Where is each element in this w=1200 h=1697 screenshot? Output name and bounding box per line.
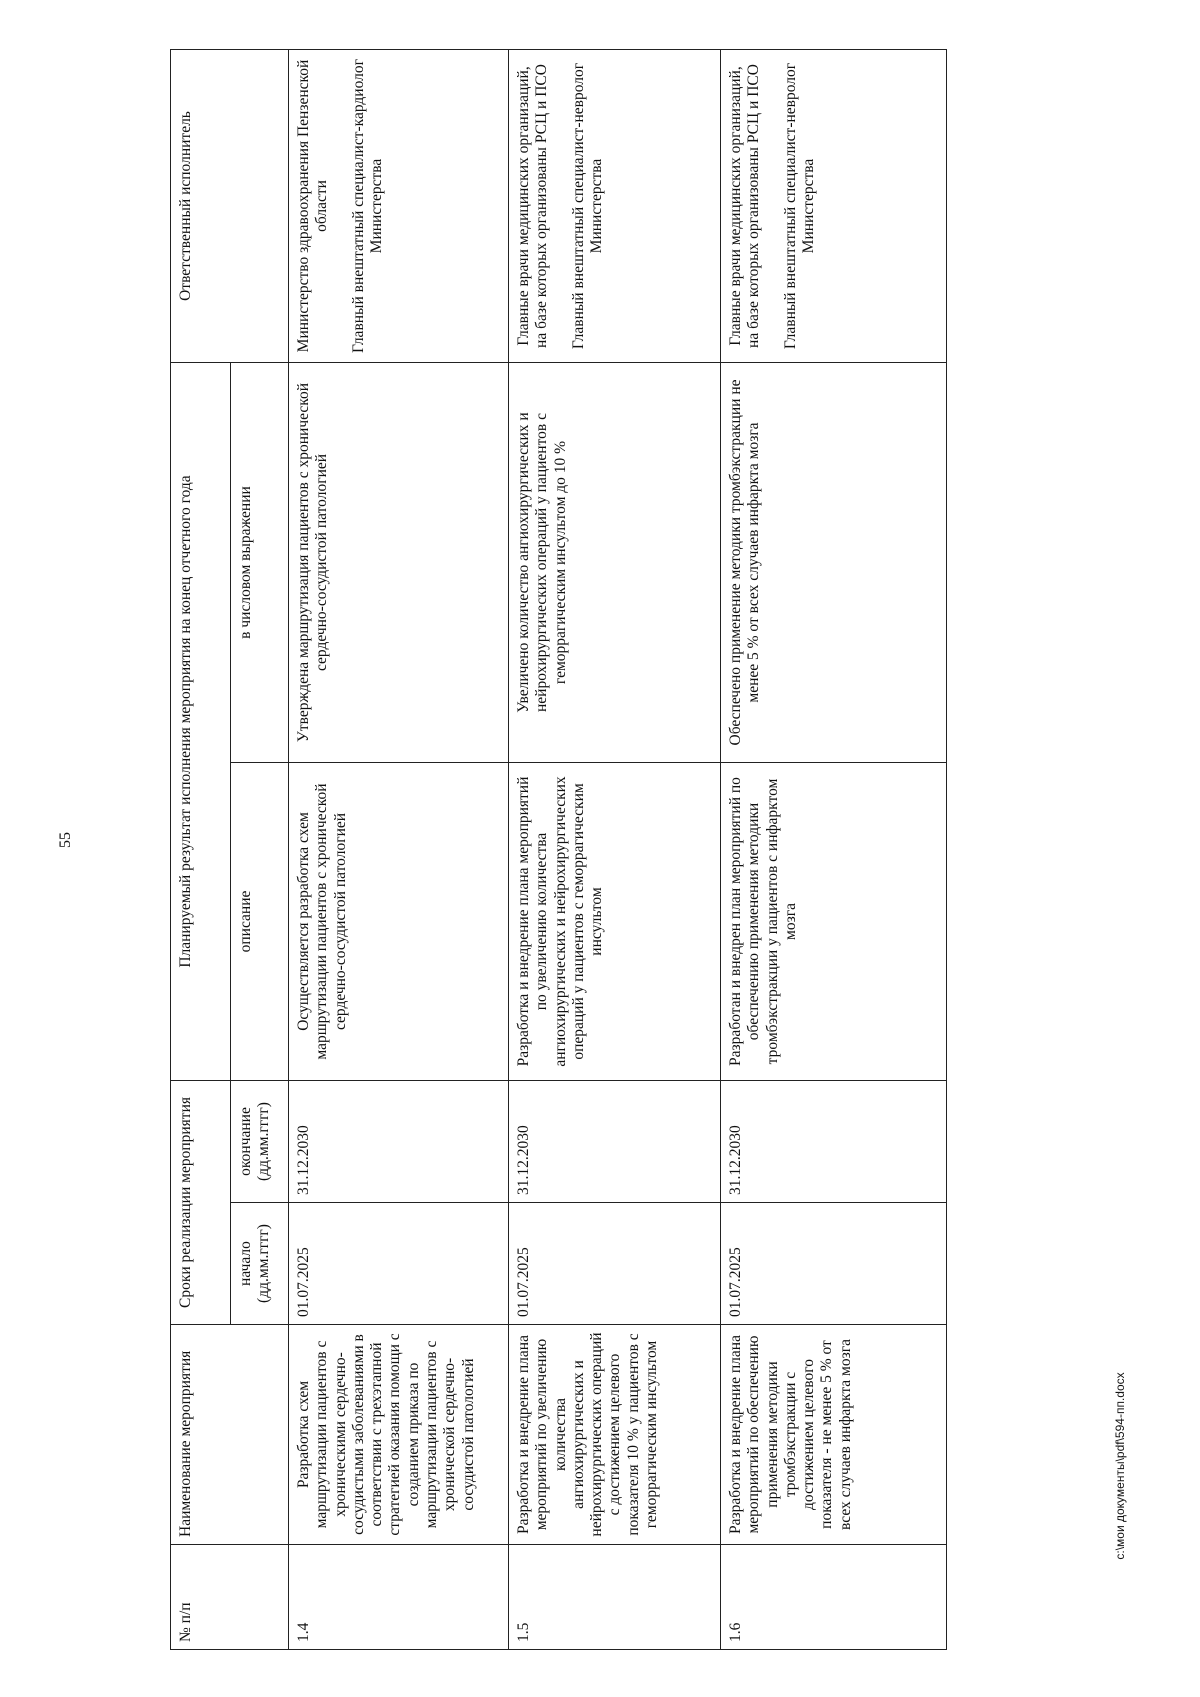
table-row: [509, 50, 721, 1650]
header-result: Планируемый результат исполнения мероприятия на конец отчетного года: [171, 363, 231, 1081]
responsible-secondary: Главный внештатный специалист-невролог Министерства: [782, 62, 818, 350]
table-row: [721, 50, 947, 1650]
responsible-primary: Главные врачи медицинских организаций, на базе которых организованы РСЦ и ПСО: [515, 64, 551, 348]
row-start: 01.07.2025: [509, 1203, 721, 1325]
row-no: 1.4: [289, 1545, 509, 1650]
row-numeric: Увеличено количество ангиохирургических и нейрохирургических операций у пациентов с геморрагическим инсультом до 10 %: [509, 363, 721, 763]
header-no: № п/п: [171, 1545, 289, 1650]
page-number: 55: [57, 832, 74, 848]
table-rotator: [170, 50, 984, 1650]
row-end: 31.12.2030: [289, 1081, 509, 1203]
row-description: Осуществляется разработка схем маршрутизации пациентов с хронической сердечно-сосудистой патологией: [289, 763, 509, 1081]
header-name: Наименование мероприятия: [171, 1325, 289, 1545]
header-responsible: Ответственный исполнитель: [171, 50, 289, 363]
row-end: 31.12.2030: [721, 1081, 947, 1203]
row-no: 1.6: [721, 1545, 947, 1650]
row-description: Разработан и внедрен план мероприятий по обеспечению применения методики тромбэкстракции у пациентов с инфарктом мозга: [721, 763, 947, 1081]
row-end: 31.12.2030: [509, 1081, 721, 1203]
row-responsible: [289, 50, 509, 363]
responsible-primary: Главные врачи медицинских организаций, на базе которых организованы РСЦ и ПСО: [727, 64, 763, 348]
responsible-secondary: Главный внештатный специалист-кардиолог Министерства: [350, 59, 386, 353]
table-landscape: [170, 50, 984, 1650]
row-start: 01.07.2025: [721, 1203, 947, 1325]
row-no: 1.5: [509, 1545, 721, 1650]
header-row-1: [171, 50, 231, 1650]
responsible-secondary: Главный внештатный специалист-невролог Министерства: [570, 62, 606, 350]
table-row: [289, 50, 509, 1650]
row-name: Разработка и внедрение плана мероприятий по обеспечению применения методики тромбэкстракции с достижением целевого показателя - не менее 5 % от всех случаев инфаркта мозга: [721, 1325, 947, 1545]
header-dates: Сроки реализации мероприятия: [171, 1081, 231, 1325]
row-name: Разработка и внедрение плана мероприятий по увеличению количества ангиохирургических и нейрохирургических операций с достижением целевого показателя 10 % у пациентов с геморрагическим инсультом: [509, 1325, 721, 1545]
header-description: описание: [231, 763, 289, 1081]
row-numeric: Утверждена маршрутизация пациентов с хронической сердечно-сосудистой патологией: [289, 363, 509, 763]
row-responsible: [721, 50, 947, 363]
row-numeric: Обеспечено применение методики тромбэкстракции не менее 5 % от всех случаев инфаркта мозга: [721, 363, 947, 763]
responsible-primary: Министерство здравоохранения Пензенской области: [295, 59, 331, 353]
row-description: Разработка и внедрение плана мероприятий по увеличению количества ангиохирургических и нейрохирургических операций у пациентов с геморрагическим инсультом: [509, 763, 721, 1081]
header-end: окончание (дд.мм.гггг): [231, 1081, 289, 1203]
header-numeric: в числовом выражении: [231, 363, 289, 763]
footer-file-path: c:\мои документы\pdf\594-пп.docx: [1113, 1372, 1127, 1560]
row-start: 01.07.2025: [289, 1203, 509, 1325]
plan-table: [170, 49, 947, 1650]
row-responsible: [509, 50, 721, 363]
row-name: Разработка схем маршрутизации пациентов с хроническими сердечно-сосудистыми заболеваниями в соответствии с трехэтапной стратегией оказания помощи с созданием приказа по маршрутизации пациентов с хронической сердечно-сосудистой патологией: [289, 1325, 509, 1545]
header-start: начало (дд.мм.гггг): [231, 1203, 289, 1325]
